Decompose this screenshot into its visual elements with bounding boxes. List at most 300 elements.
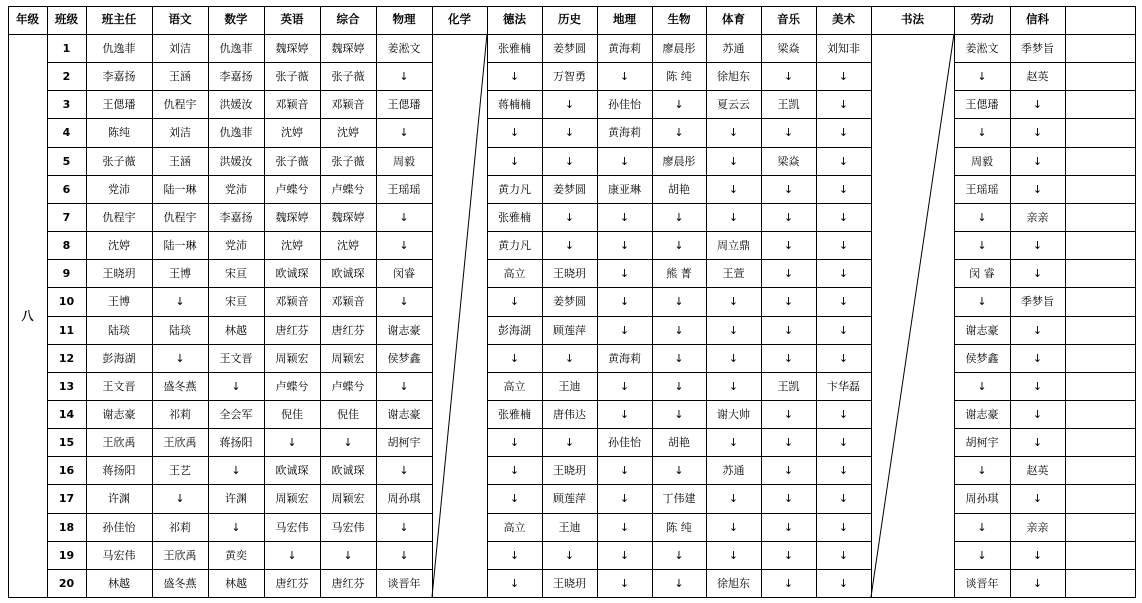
table-cell: ↓ [674, 238, 684, 252]
table-cell: 魏琛婷 [275, 210, 309, 224]
table-cell: ↓ [674, 295, 684, 308]
table-cell: ↓ [838, 154, 849, 168]
table-cell: 马宏伟 [275, 520, 309, 534]
table-cell: 周毅 [393, 154, 415, 168]
table-cell: ↓ [231, 379, 241, 393]
table-cell: 魏琛婷 [331, 210, 365, 224]
header-cell-9: 德法 [503, 12, 526, 27]
header-cell-11: 地理 [613, 12, 636, 27]
table-cell: 梁焱 [777, 154, 800, 168]
table-cell: 张子薇 [275, 69, 309, 83]
table-cell: ↓ [175, 295, 185, 308]
table-cell: 张雅楠 [498, 41, 531, 55]
table-cell: 王瑶瑶 [965, 182, 999, 196]
table-cell: 林越 [225, 576, 247, 590]
table-cell: 洪媛汝 [219, 154, 253, 168]
header-cell-18: 信科 [1026, 12, 1049, 27]
table-cell: ↓ [728, 182, 739, 196]
table-cell: 亲亲 [1026, 520, 1049, 534]
table-cell: ↓ [783, 435, 794, 449]
table-cell: 黄奕 [225, 548, 247, 562]
table-cell: 谢志豪 [387, 407, 421, 421]
class-number: 17 [58, 492, 75, 505]
table-cell: ↓ [509, 154, 520, 168]
table-cell: ↓ [977, 69, 987, 83]
table-cell: ↓ [1032, 379, 1043, 393]
table-cell: ↓ [728, 126, 739, 139]
header-cell-13: 体育 [722, 12, 745, 27]
table-cell: 徐旭东 [717, 576, 750, 590]
table-cell: 魏琛婷 [275, 41, 309, 55]
table-cell: 王凯 [777, 379, 800, 393]
table-cell: ↓ [838, 548, 849, 562]
table-cell: 党沛 [225, 238, 247, 252]
table-cell: 王欣禹 [163, 548, 197, 562]
table-cell: 陆琰 [108, 323, 130, 337]
table-cell: 张雅楠 [498, 407, 531, 421]
table-cell: ↓ [838, 492, 849, 505]
table-cell: ↓ [1032, 238, 1043, 252]
table-cell: ↓ [399, 548, 409, 562]
table-cell: ↓ [838, 295, 849, 308]
header-cell-4: 数学 [224, 12, 248, 27]
header-cell-12: 生物 [667, 12, 691, 27]
table-cell: ↓ [728, 323, 739, 337]
table-cell: 欧诚琛 [275, 463, 309, 477]
class-number: 14 [58, 407, 75, 421]
table-cell: 姜梦圆 [553, 295, 586, 308]
table-cell: 高立 [503, 520, 526, 534]
table-cell: 倪佳 [337, 407, 359, 421]
table-cell: 党沛 [108, 182, 130, 196]
table-cell: 王迪 [558, 379, 581, 393]
table-cell: ↓ [783, 407, 794, 421]
grid-hline [8, 597, 1136, 598]
table-cell: 谢大帅 [717, 407, 750, 421]
header-cell-5: 英语 [280, 12, 304, 27]
class-number: 5 [62, 154, 71, 168]
table-cell: 洪媛汝 [219, 97, 253, 111]
table-cell: 卞华磊 [827, 379, 860, 393]
table-cell: 黄力凡 [498, 238, 531, 252]
table-cell: 周立鼎 [717, 238, 750, 252]
table-cell: ↓ [619, 548, 630, 562]
table-cell: ↓ [783, 548, 794, 562]
table-cell: 唐红芬 [331, 323, 365, 337]
table-cell: 赵英 [1026, 463, 1049, 477]
table-cell: 陆一琳 [163, 238, 197, 252]
table-cell: 蒋楠楠 [498, 97, 531, 111]
table-cell: 唐红芬 [275, 576, 309, 590]
table-cell: ↓ [509, 435, 520, 449]
table-cell: 赵英 [1026, 69, 1049, 83]
table-cell: 王欣禹 [163, 435, 197, 449]
table-cell: ↓ [977, 210, 987, 224]
table-cell: 夏云云 [717, 97, 750, 111]
table-cell: ↓ [509, 126, 520, 139]
table-cell: 周颖宏 [275, 492, 309, 505]
table-cell: 胡柯宇 [965, 435, 999, 449]
table-cell: ↓ [838, 435, 849, 449]
table-cell: ↓ [1032, 323, 1043, 337]
table-cell: 黄海莉 [608, 41, 641, 55]
header-cell-7: 物理 [392, 12, 416, 27]
class-number: 10 [58, 295, 75, 308]
table-cell: ↓ [783, 351, 794, 365]
table-cell: 黄力凡 [498, 182, 531, 196]
table-cell: ↓ [399, 69, 409, 83]
table-cell: 周颖宏 [331, 492, 365, 505]
header-cell-6: 综合 [336, 12, 360, 27]
table-cell: 陆一琳 [163, 182, 197, 196]
table-cell: ↓ [343, 435, 353, 449]
table-cell: ↓ [175, 492, 185, 505]
table-cell: 姜梦圆 [553, 41, 586, 55]
table-cell: ↓ [977, 463, 987, 477]
header-cell-2: 班主任 [101, 12, 137, 27]
table-cell: 蒋扬阳 [219, 435, 253, 449]
table-cell: 全会军 [219, 407, 253, 421]
table-cell: 万智勇 [553, 69, 586, 83]
table-cell: 王博 [169, 266, 191, 280]
table-cell: ↓ [1032, 548, 1043, 562]
table-cell: ↓ [838, 266, 849, 280]
table-cell: 李嘉扬 [102, 69, 136, 83]
table-cell: 黄海莉 [608, 351, 641, 365]
table-cell: ↓ [1032, 266, 1043, 280]
table-cell: ↓ [783, 266, 794, 280]
table-cell: ↓ [728, 520, 739, 534]
table-cell: 廖晨彤 [662, 41, 696, 55]
table-cell: ↓ [674, 463, 684, 477]
table-cell: 孙佳怡 [102, 520, 136, 534]
table-cell: 顾莲萍 [553, 492, 586, 505]
class-number: 16 [58, 463, 75, 477]
table-cell: ↓ [1032, 182, 1043, 196]
table-cell: 刘洁 [169, 41, 191, 55]
table-cell: 宋亘 [225, 295, 247, 308]
table-cell: 周孙琪 [387, 492, 421, 505]
table-cell: 季梦旨 [1021, 41, 1054, 55]
table-cell: 季梦旨 [1021, 295, 1054, 308]
table-cell: ↓ [838, 69, 849, 83]
table-cell: ↓ [619, 266, 630, 280]
table-cell: ↓ [674, 126, 684, 139]
table-cell: 仇程宇 [102, 210, 136, 224]
table-cell: 胡柯宇 [387, 435, 421, 449]
table-cell: ↓ [838, 407, 849, 421]
table-cell: 唐红芬 [275, 323, 309, 337]
table-cell: ↓ [1032, 126, 1043, 139]
table-cell: 王萱 [722, 266, 745, 280]
table-cell: 苏通 [722, 463, 745, 477]
table-cell: ↓ [783, 238, 794, 252]
table-cell: ↓ [674, 407, 684, 421]
table-cell: 王欣禹 [102, 435, 136, 449]
table-cell: 欧诚琛 [275, 266, 309, 280]
class-number: 11 [58, 323, 75, 337]
table-cell: 党沛 [225, 182, 247, 196]
table-cell: 祁莉 [169, 407, 191, 421]
table-cell: 邓颖音 [331, 97, 365, 111]
table-cell: ↓ [728, 295, 739, 308]
class-number: 1 [62, 41, 71, 55]
table-cell: 徐旭东 [717, 69, 750, 83]
table-cell: 许渊 [108, 492, 130, 505]
table-cell: ↓ [619, 323, 630, 337]
table-cell: ↓ [977, 295, 987, 308]
table-cell: ↓ [977, 548, 987, 562]
table-cell: ↓ [977, 238, 987, 252]
table-cell: ↓ [783, 520, 794, 534]
table-cell: ↓ [783, 126, 794, 139]
header-cell-8: 化学 [448, 12, 471, 27]
table-cell: ↓ [399, 295, 409, 308]
table-cell: 仇逸菲 [102, 41, 136, 55]
table-cell: ↓ [619, 576, 630, 590]
table-cell: 王文晋 [102, 379, 136, 393]
header-cell-3: 语文 [168, 12, 192, 27]
table-cell: 沈婷 [281, 126, 303, 139]
table-cell: 张子薇 [331, 69, 365, 83]
table-cell: ↓ [674, 97, 684, 111]
table-cell: 熊 菁 [666, 266, 692, 280]
table-cell: ↓ [838, 126, 849, 139]
table-cell: 孙佳怡 [608, 97, 641, 111]
table-cell: 王涵 [169, 154, 191, 168]
table-cell: ↓ [728, 154, 739, 168]
header-cell-14: 音乐 [777, 12, 800, 27]
table-cell: ↓ [564, 97, 575, 111]
table-cell: ↓ [619, 295, 630, 308]
table-cell: 宋亘 [225, 266, 247, 280]
table-cell: 刘知非 [827, 41, 860, 55]
table-cell: 姜淞文 [387, 41, 421, 55]
table-cell: 卢蝶兮 [275, 182, 309, 196]
table-cell: 顾莲萍 [553, 323, 586, 337]
table-cell: ↓ [509, 295, 520, 308]
table-cell: 王偲璠 [387, 97, 421, 111]
table-cell: 陈 纯 [666, 520, 692, 534]
class-number: 8 [62, 238, 71, 252]
table-cell: ↓ [1032, 576, 1043, 590]
class-number: 9 [62, 266, 71, 280]
table-cell: 倪佳 [281, 407, 303, 421]
table-cell: 邓颖音 [275, 97, 309, 111]
table-cell: 苏通 [722, 41, 745, 55]
table-cell: ↓ [399, 379, 409, 393]
table-cell: 周毅 [971, 154, 993, 168]
table-cell: 陈 纯 [666, 69, 692, 83]
table-cell: 王凯 [777, 97, 800, 111]
table-cell: 欧诚琛 [331, 463, 365, 477]
table-cell: ↓ [231, 463, 241, 477]
table-cell: 姜淞文 [965, 41, 999, 55]
table-cell: ↓ [509, 548, 520, 562]
table-cell: 盛冬燕 [163, 576, 197, 590]
table-cell: 康亚琳 [608, 182, 641, 196]
table-cell: ↓ [399, 210, 409, 224]
class-number: 15 [58, 435, 75, 449]
table-cell: 周孙琪 [965, 492, 999, 505]
table-cell: 沈婷 [108, 238, 130, 252]
table-cell: ↓ [175, 351, 185, 365]
table-cell: 闵 睿 [969, 266, 995, 280]
table-cell: ↓ [231, 520, 241, 534]
table-cell: ↓ [564, 154, 575, 168]
table-cell: 卢蝶兮 [331, 182, 365, 196]
table-cell: ↓ [838, 520, 849, 534]
table-cell: 李嘉扬 [219, 69, 253, 83]
table-cell: 王瑶瑶 [387, 182, 421, 196]
table-cell: 谢志豪 [965, 323, 999, 337]
table-cell: 丁伟建 [662, 492, 696, 505]
table-cell: 林越 [108, 576, 130, 590]
table-cell: ↓ [343, 548, 353, 562]
table-cell: 马宏伟 [102, 548, 136, 562]
table-cell: ↓ [1032, 154, 1043, 168]
table-cell: 邓颖音 [275, 295, 309, 308]
table-cell: ↓ [509, 576, 520, 590]
table-cell: ↓ [838, 576, 849, 590]
table-cell: 沈婷 [337, 126, 359, 139]
table-cell: ↓ [674, 548, 684, 562]
table-cell: 唐红芬 [331, 576, 365, 590]
table-cell: 王迪 [558, 520, 581, 534]
table-cell: 蒋扬阳 [102, 463, 136, 477]
table-cell: ↓ [1032, 351, 1043, 365]
table-cell: 李嘉扬 [219, 210, 253, 224]
table-cell: ↓ [287, 435, 297, 449]
table-cell: ↓ [783, 210, 794, 224]
calligraphy-empty-slash [871, 34, 954, 597]
table-cell: 林越 [225, 323, 247, 337]
table-cell: 王博 [108, 295, 130, 308]
table-cell: ↓ [564, 210, 575, 224]
table-cell: ↓ [728, 210, 739, 224]
table-cell: 沈婷 [337, 238, 359, 252]
table-cell: ↓ [619, 492, 630, 505]
table-cell: 王偲璠 [965, 97, 999, 111]
table-cell: 周颖宏 [331, 351, 365, 365]
table-cell: 张子薇 [275, 154, 309, 168]
table-cell: 闵睿 [393, 266, 415, 280]
table-cell: 谈晋年 [965, 576, 999, 590]
table-cell: 仇逸菲 [219, 126, 253, 139]
table-cell: ↓ [1032, 492, 1043, 505]
header-cell-1: 班级 [55, 12, 78, 27]
table-cell: 仇程宇 [163, 97, 197, 111]
class-number: 3 [62, 97, 71, 111]
table-cell: ↓ [619, 238, 630, 252]
table-cell: ↓ [619, 69, 630, 83]
table-cell: ↓ [509, 351, 520, 365]
table-cell: 周颖宏 [275, 351, 309, 365]
table-cell: ↓ [619, 407, 630, 421]
table-cell: ↓ [509, 492, 520, 505]
table-cell: 王晓玥 [553, 576, 586, 590]
table-cell: ↓ [619, 463, 630, 477]
table-cell: ↓ [783, 492, 794, 505]
table-cell: ↓ [1032, 435, 1043, 449]
table-cell: 唐伟达 [553, 407, 586, 421]
table-cell: 张雅楠 [498, 210, 531, 224]
table-cell: 魏琛婷 [331, 41, 365, 55]
class-number: 4 [62, 126, 71, 139]
table-cell: ↓ [838, 97, 849, 111]
table-cell: ↓ [619, 154, 630, 168]
table-cell: ↓ [838, 210, 849, 224]
table-cell: ↓ [619, 210, 630, 224]
table-cell: ↓ [674, 323, 684, 337]
table-cell: ↓ [783, 576, 794, 590]
table-cell: ↓ [619, 379, 630, 393]
table-cell: 马宏伟 [331, 520, 365, 534]
table-cell: ↓ [728, 379, 739, 393]
table-cell: ↓ [783, 69, 794, 83]
class-number: 20 [58, 576, 75, 590]
table-cell: 亲亲 [1026, 210, 1049, 224]
table-cell: 王晓玥 [553, 266, 586, 280]
table-cell: 盛冬燕 [163, 379, 197, 393]
table-cell: 谢志豪 [102, 407, 136, 421]
table-cell: 沈婷 [281, 238, 303, 252]
header-cell-10: 历史 [558, 12, 581, 27]
table-cell: 孙佳怡 [608, 435, 641, 449]
table-cell: ↓ [783, 295, 794, 308]
table-cell: 卢蝶兮 [331, 379, 365, 393]
class-number: 7 [62, 210, 71, 224]
header-cell-16: 书法 [901, 12, 924, 27]
table-cell: 梁焱 [777, 41, 800, 55]
table-cell: ↓ [399, 238, 409, 252]
table-cell: 仇逸菲 [219, 41, 253, 55]
table-cell: 陈纯 [108, 126, 130, 139]
table-cell: 祁莉 [169, 520, 191, 534]
table-cell: 高立 [503, 379, 526, 393]
table-cell: ↓ [838, 351, 849, 365]
table-cell: 侯梦鑫 [965, 351, 999, 365]
table-cell: 欧诚琛 [331, 266, 365, 280]
table-cell: 刘洁 [169, 126, 191, 139]
table-cell: ↓ [509, 463, 520, 477]
grade-cell: 八 [21, 308, 34, 323]
class-number: 13 [58, 379, 75, 393]
table-cell: 王艺 [169, 463, 191, 477]
grid-vline [1135, 6, 1136, 598]
table-cell: ↓ [977, 520, 987, 534]
table-cell: ↓ [564, 238, 575, 252]
table-cell: 胡艳 [668, 435, 690, 449]
header-cell-17: 劳动 [970, 12, 994, 27]
table-cell: 侯梦鑫 [387, 351, 421, 365]
table-cell: 王偲璠 [102, 97, 136, 111]
table-cell: ↓ [399, 520, 409, 534]
table-cell: 彭海湖 [102, 351, 136, 365]
table-cell: ↓ [783, 182, 794, 196]
table-cell: ↓ [838, 182, 849, 196]
table-cell: 卢蝶兮 [275, 379, 309, 393]
class-number: 12 [58, 351, 75, 365]
table-cell: ↓ [509, 69, 520, 83]
table-cell: ↓ [564, 548, 575, 562]
table-cell: ↓ [1032, 407, 1043, 421]
table-cell: ↓ [399, 126, 409, 139]
table-cell: ↓ [977, 379, 987, 393]
header-cell-0: 年级 [16, 12, 39, 27]
table-cell: ↓ [619, 520, 630, 534]
table-cell: ↓ [287, 548, 297, 562]
